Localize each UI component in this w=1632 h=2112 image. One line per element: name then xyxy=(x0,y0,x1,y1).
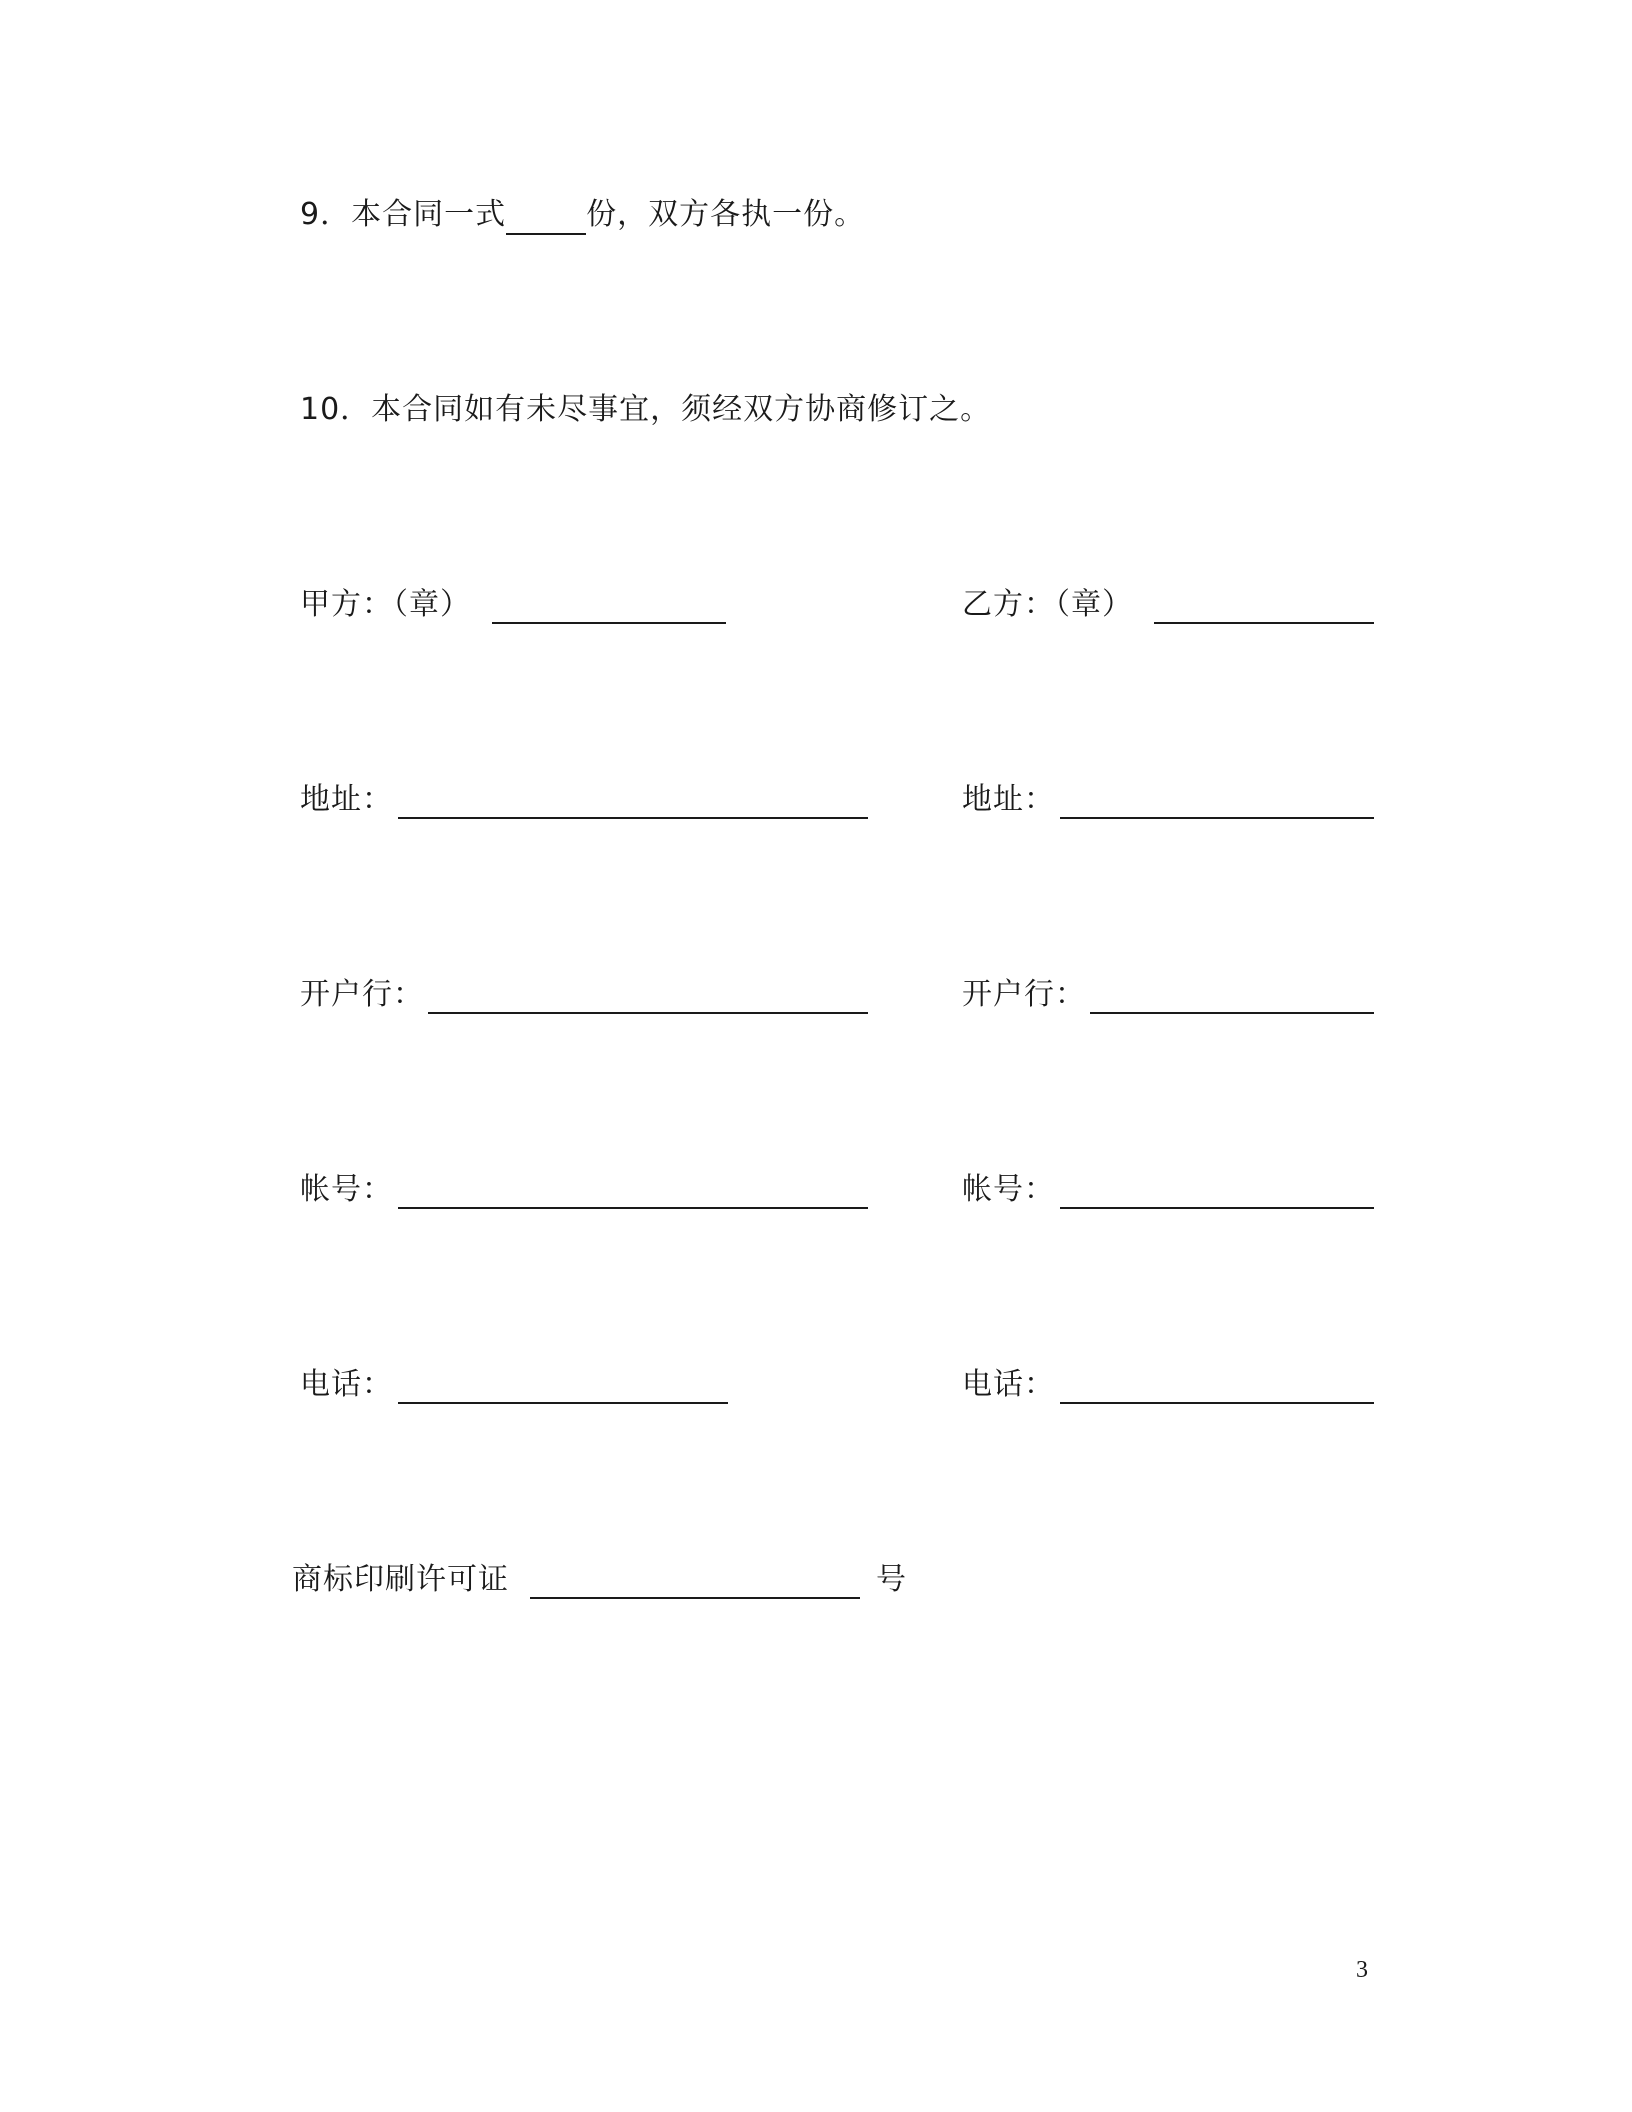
clause-10: 10．本合同如有未尽事宜，须经双方协商修订之。 xyxy=(300,392,992,427)
page-number: 3 xyxy=(1356,1957,1368,1983)
party-a-bank-label: 开户行： xyxy=(300,977,424,1012)
party-b-address-label: 地址： xyxy=(962,782,1055,817)
party-b-bank-label: 开户行： xyxy=(962,977,1086,1012)
party-b-account-label: 帐号： xyxy=(962,1172,1055,1207)
party-b-address-line[interactable] xyxy=(1060,817,1374,819)
party-a-seal-line[interactable] xyxy=(492,622,726,624)
clause-9-prefix: 9．本合同一式 xyxy=(300,197,507,232)
party-a-account-line[interactable] xyxy=(398,1207,868,1209)
party-a-seal-label: 甲方：（章） xyxy=(300,587,471,622)
party-b-phone-label: 电话： xyxy=(962,1367,1055,1402)
license-suffix: 号 xyxy=(876,1562,907,1597)
party-a-phone-label: 电话： xyxy=(300,1367,393,1402)
party-b-seal-label: 乙方：（章） xyxy=(962,587,1133,622)
clause-9 xyxy=(300,195,865,235)
party-b-phone-line[interactable] xyxy=(1060,1402,1374,1404)
party-a-bank-line[interactable] xyxy=(428,1012,868,1014)
party-b-bank-line[interactable] xyxy=(1090,1012,1374,1014)
party-b-seal-line[interactable] xyxy=(1154,622,1374,624)
license-number-line[interactable] xyxy=(530,1597,860,1599)
license-label: 商标印刷许可证 xyxy=(292,1562,509,1597)
party-a-address-label: 地址： xyxy=(300,782,393,817)
party-a-phone-line[interactable] xyxy=(398,1402,728,1404)
copies-blank[interactable] xyxy=(506,199,586,235)
party-a-address-line[interactable] xyxy=(398,817,868,819)
clause-9-suffix: 份，双方各执一份。 xyxy=(586,197,866,232)
party-a-account-label: 帐号： xyxy=(300,1172,393,1207)
party-b-account-line[interactable] xyxy=(1060,1207,1374,1209)
